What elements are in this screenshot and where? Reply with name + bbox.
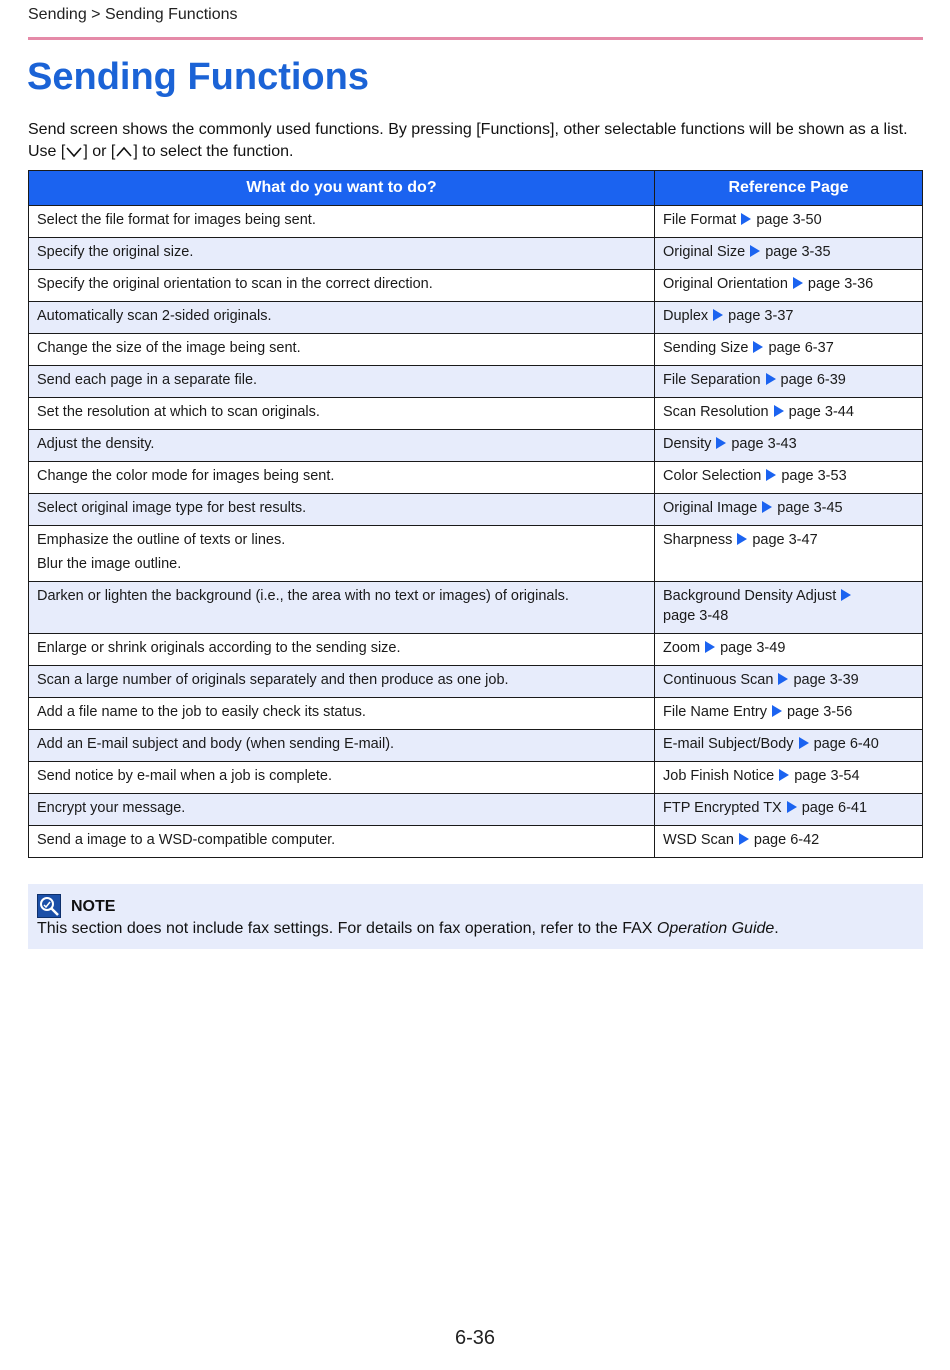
reference-function-name: Original Size	[663, 244, 746, 260]
reference-cell	[655, 398, 923, 430]
reference-function-name: E-mail Subject/Body	[663, 736, 794, 752]
task-text: Send a image to a WSD-compatible computer.	[37, 832, 336, 848]
note-label: NOTE	[71, 898, 116, 915]
chevron-down-icon	[65, 144, 83, 166]
arrow-right-icon	[793, 277, 803, 289]
task-text: Scan a large number of originals separately and then produce as one job.	[37, 672, 509, 688]
reference-function-name: Original Orientation	[663, 276, 788, 292]
reference-page-link[interactable]: page 3-56	[786, 704, 853, 720]
reference-page-link[interactable]: page 3-54	[794, 768, 860, 784]
task-cell	[29, 206, 655, 238]
reference-cell	[655, 826, 923, 858]
reference-page-link[interactable]: page 3-50	[756, 212, 822, 228]
arrow-right-icon	[778, 673, 788, 685]
reference-cell	[655, 430, 923, 462]
table-row	[29, 430, 923, 462]
reference-function-name: File Format	[663, 212, 737, 228]
reference-page-link[interactable]: page 3-45	[777, 500, 843, 516]
reference-page-link[interactable]: page 3-44	[788, 404, 854, 420]
reference-page-link[interactable]: page 3-53	[781, 468, 847, 484]
task-cell	[29, 334, 655, 366]
task-text: Select original image type for best results.	[37, 500, 307, 516]
task-cell	[29, 430, 655, 462]
table-row	[29, 634, 923, 666]
reference-cell	[655, 762, 923, 794]
task-cell	[29, 794, 655, 826]
table-row	[29, 398, 923, 430]
task-text: Automatically scan 2-sided originals.	[37, 308, 272, 324]
reference-cell	[655, 582, 923, 634]
reference-page-link[interactable]: page 3-49	[720, 640, 786, 656]
task-text: Emphasize the outline of texts or lines.	[37, 532, 286, 548]
table-row	[29, 238, 923, 270]
reference-page-link[interactable]: page 6-40	[813, 736, 879, 752]
reference-page-link[interactable]: page 3-37	[728, 308, 794, 324]
arrow-right-icon	[841, 589, 851, 601]
reference-function-name: Color Selection	[663, 468, 762, 484]
note-icon	[37, 894, 61, 918]
task-cell	[29, 698, 655, 730]
reference-function-name: FTP Encrypted TX	[663, 800, 782, 816]
function-reference-table	[28, 170, 923, 858]
table-body	[29, 206, 923, 858]
reference-function-name: WSD Scan	[663, 832, 734, 848]
reference-cell	[655, 698, 923, 730]
table-row	[29, 582, 923, 634]
reference-page-link[interactable]: page 6-41	[801, 800, 868, 816]
table-row	[29, 302, 923, 334]
task-text: Send notice by e-mail when a job is complete.	[37, 768, 332, 784]
arrow-right-icon	[739, 833, 749, 845]
table-row	[29, 334, 923, 366]
table-row	[29, 666, 923, 698]
reference-cell	[655, 462, 923, 494]
reference-page-link[interactable]: page 6-39	[780, 372, 846, 388]
task-text: Change the color mode for images being sent.	[37, 468, 335, 484]
task-cell	[29, 238, 655, 270]
reference-page-link[interactable]: page 3-48	[663, 608, 729, 624]
task-cell	[29, 826, 655, 858]
reference-function-name: Zoom	[663, 640, 701, 656]
arrow-right-icon	[705, 641, 715, 653]
task-text: Specify the original size.	[37, 244, 194, 260]
task-text: Encrypt your message.	[37, 800, 186, 816]
task-text: Select the file format for images being sent.	[37, 212, 316, 228]
note-text-italic: Operation Guide	[656, 920, 775, 937]
task-text-secondary: Blur the image outline.	[37, 556, 182, 572]
reference-cell	[655, 206, 923, 238]
arrow-right-icon	[762, 501, 772, 513]
reference-function-name: Density	[663, 436, 712, 452]
reference-function-name: Continuous Scan	[663, 672, 774, 688]
page-number: 6-36	[454, 1327, 496, 1349]
task-text: Enlarge or shrink originals according to the sending size.	[37, 640, 401, 656]
task-cell	[29, 366, 655, 398]
table-row	[29, 762, 923, 794]
reference-cell	[655, 302, 923, 334]
header-divider	[28, 37, 923, 40]
reference-page-link[interactable]: page 6-42	[753, 832, 820, 848]
intro-paragraph	[28, 119, 923, 166]
reference-function-name: File Name Entry	[663, 704, 767, 720]
chevron-up-icon	[115, 144, 133, 166]
reference-function-name: Scan Resolution	[663, 404, 769, 420]
arrow-right-icon	[737, 533, 747, 545]
reference-cell	[655, 526, 923, 582]
task-text: Add an E-mail subject and body (when sending E-mail).	[37, 736, 395, 752]
reference-page-link[interactable]: page 3-47	[752, 532, 818, 548]
note-text-main: This section does not include fax settings. For details on fax operation, refer to the FAX	[37, 920, 657, 937]
task-cell	[29, 462, 655, 494]
task-cell	[29, 762, 655, 794]
reference-page-link[interactable]: page 6-37	[768, 340, 834, 356]
page-title: Sending Functions	[27, 56, 369, 98]
table-row	[29, 494, 923, 526]
arrow-right-icon	[716, 437, 726, 449]
task-cell	[29, 526, 655, 582]
breadcrumb: Sending > Sending Functions	[28, 6, 238, 23]
reference-cell	[655, 494, 923, 526]
table-row	[29, 526, 923, 582]
arrow-right-icon	[774, 405, 784, 417]
task-text: Change the size of the image being sent.	[37, 340, 301, 356]
reference-cell	[655, 334, 923, 366]
reference-function-name: Duplex	[663, 308, 709, 324]
task-cell	[29, 302, 655, 334]
table-row	[29, 462, 923, 494]
reference-cell	[655, 634, 923, 666]
reference-page-link[interactable]: page 3-35	[765, 244, 831, 260]
column-header-reference: Reference Page	[655, 171, 923, 206]
table-row	[29, 206, 923, 238]
arrow-right-icon	[741, 213, 751, 225]
intro-text-2: ] or [	[83, 143, 116, 160]
arrow-right-icon	[766, 373, 776, 385]
note-box	[28, 884, 923, 949]
task-cell	[29, 582, 655, 634]
reference-function-name: Original Image	[663, 500, 758, 516]
task-text: Specify the original orientation to scan in the correct direction.	[37, 276, 433, 292]
arrow-right-icon	[713, 309, 723, 321]
table-row	[29, 826, 923, 858]
table-row	[29, 366, 923, 398]
reference-cell	[655, 238, 923, 270]
task-cell	[29, 634, 655, 666]
table-row	[29, 698, 923, 730]
task-text: Send each page in a separate file.	[37, 372, 258, 388]
reference-page-link[interactable]: page 3-39	[793, 672, 859, 688]
task-cell	[29, 730, 655, 762]
reference-function-name: File Separation	[663, 372, 761, 388]
task-text: Add a file name to the job to easily check its status.	[37, 704, 366, 720]
reference-cell	[655, 270, 923, 302]
note-text	[37, 920, 779, 938]
intro-text-1: Send screen shows the commonly used functions. By pressing [Functions], other selectable functions will be shown as a list. Use [	[28, 121, 908, 160]
table-header-row	[29, 171, 923, 206]
task-text: Adjust the density.	[37, 436, 155, 452]
reference-function-name: Job Finish Notice	[663, 768, 775, 784]
reference-function-name: Sending Size	[663, 340, 749, 356]
task-cell	[29, 398, 655, 430]
task-cell	[29, 494, 655, 526]
intro-text-3: ] to select the function.	[133, 143, 294, 160]
table-row	[29, 270, 923, 302]
task-cell	[29, 666, 655, 698]
task-cell	[29, 270, 655, 302]
arrow-right-icon	[799, 737, 809, 749]
reference-cell	[655, 666, 923, 698]
reference-cell	[655, 366, 923, 398]
arrow-right-icon	[766, 469, 776, 481]
reference-cell	[655, 730, 923, 762]
table-row	[29, 794, 923, 826]
reference-cell	[655, 794, 923, 826]
table-row	[29, 730, 923, 762]
arrow-right-icon	[772, 705, 782, 717]
arrow-right-icon	[779, 769, 789, 781]
column-header-task: What do you want to do?	[29, 171, 655, 206]
task-text: Set the resolution at which to scan originals.	[37, 404, 320, 420]
arrow-right-icon	[753, 341, 763, 353]
reference-page-link[interactable]: page 3-36	[807, 276, 874, 292]
reference-page-link[interactable]: page 3-43	[731, 436, 797, 452]
task-text: Darken or lighten the background (i.e., the area with no text or images) of originals.	[37, 588, 569, 604]
reference-function-name: Background Density Adjust	[663, 588, 837, 604]
arrow-right-icon	[787, 801, 797, 813]
arrow-right-icon	[750, 245, 760, 257]
reference-function-name: Sharpness	[663, 532, 733, 548]
note-text-end: .	[774, 920, 779, 937]
